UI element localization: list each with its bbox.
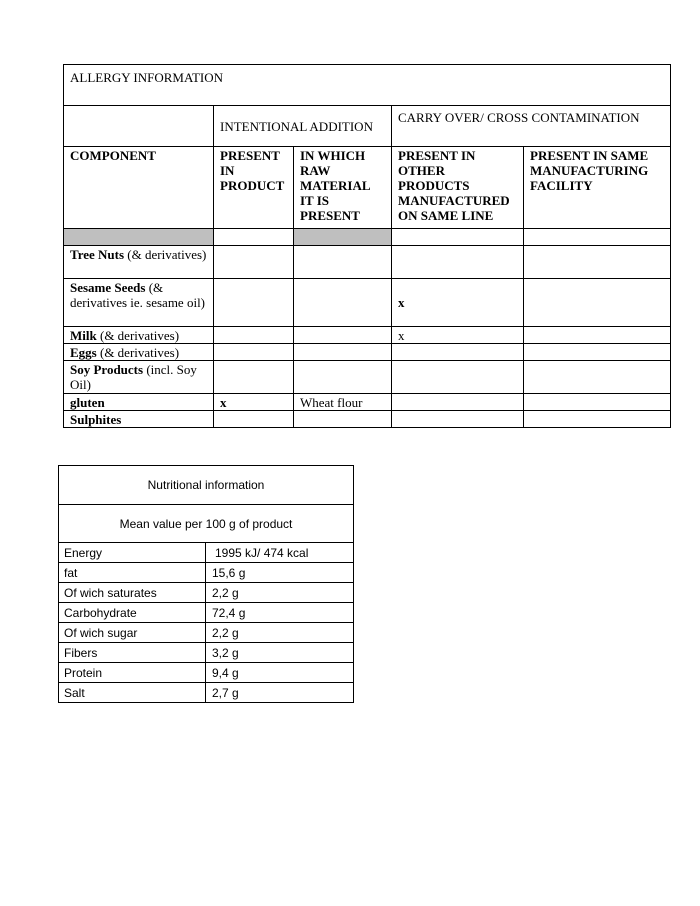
component-detail: (& derivatives)	[96, 345, 180, 360]
nutrient-label: fat	[64, 565, 78, 580]
raw-material-header: IN WHICH RAW MATERIAL IT IS PRESENT	[293, 147, 391, 228]
other-products-cell: x	[391, 279, 523, 326]
component-detail: (& derivatives)	[124, 247, 207, 262]
component-detail: (& derivatives ie. sesame oil)	[70, 280, 206, 310]
nutrient-value: 2,2 g	[205, 583, 353, 602]
nutrient-value: 72,4 g	[205, 603, 353, 622]
empty-cell	[391, 229, 523, 245]
nutrient-label: Of wich saturates	[64, 585, 157, 600]
table-row	[59, 582, 353, 602]
raw-material-cell	[293, 279, 391, 326]
same-facility-cell	[523, 279, 670, 326]
present-in-product-header: PRESENT IN PRODUCT	[213, 147, 293, 228]
component-cell	[64, 279, 213, 326]
component-header: COMPONENT	[70, 148, 156, 163]
table-row	[64, 326, 670, 343]
nutrition-table	[58, 465, 354, 703]
component-name: Milk	[70, 328, 97, 343]
allergy-title-row	[64, 65, 670, 105]
allergy-title: ALLERGY INFORMATION	[70, 70, 223, 85]
table-row	[59, 542, 353, 562]
carry-over-header: CARRY OVER/ CROSS CONTAMINATION	[391, 106, 670, 146]
nutrient-value: 9,4 g	[205, 663, 353, 682]
nutrient-value: 3,2 g	[205, 643, 353, 662]
same-facility-header: PRESENT IN SAME MANUFACTURING FACILITY	[523, 147, 670, 228]
raw-material-cell	[293, 361, 391, 393]
intentional-addition-header: INTENTIONAL ADDITION	[213, 106, 391, 146]
same-facility-cell	[523, 361, 670, 393]
same-facility-cell	[523, 246, 670, 278]
table-row	[64, 245, 670, 278]
table-row	[59, 562, 353, 582]
raw-material-cell	[293, 344, 391, 360]
component-cell	[64, 246, 213, 278]
allergy-column-headers	[64, 146, 670, 228]
same-facility-cell	[523, 327, 670, 343]
present-cell	[213, 246, 293, 278]
component-name: Eggs	[70, 345, 97, 360]
component-name: Tree Nuts	[70, 247, 125, 262]
nutrient-label: Salt	[64, 685, 85, 700]
table-row	[59, 662, 353, 682]
shaded-cell	[64, 229, 213, 245]
component-detail: (& derivatives)	[96, 328, 180, 343]
nutrient-label: Energy	[64, 545, 103, 560]
nutrient-value: 2,2 g	[205, 623, 353, 642]
nutrient-label: Carbohydrate	[64, 605, 137, 620]
nutrient-label: Protein	[64, 665, 103, 680]
raw-material-cell: Wheat flour	[293, 394, 391, 410]
empty-cell	[213, 229, 293, 245]
present-cell	[213, 279, 293, 326]
present-cell	[213, 344, 293, 360]
shaded-cell	[293, 229, 391, 245]
table-row	[59, 622, 353, 642]
other-products-cell	[391, 411, 523, 427]
present-cell	[213, 411, 293, 427]
other-products-cell: x	[391, 327, 523, 343]
component-cell	[64, 327, 213, 343]
nutrition-subtitle-row	[59, 504, 353, 542]
component-name: Sulphites	[70, 412, 122, 427]
raw-material-cell	[293, 246, 391, 278]
table-row	[64, 410, 670, 427]
other-products-cell	[391, 246, 523, 278]
nutrient-value: 1995 kJ/ 474 kcal	[205, 543, 353, 562]
nutrition-title-row	[59, 466, 353, 504]
other-products-header: PRESENT IN OTHER PRODUCTS MANUFACTURED ON SAME LINE	[391, 147, 523, 228]
empty-cell	[64, 106, 213, 146]
raw-material-cell	[293, 327, 391, 343]
component-name: Sesame Seeds	[70, 280, 146, 295]
component-name: Soy Products	[70, 362, 144, 377]
nutrition-subtitle: Mean value per 100 g of product	[119, 516, 293, 531]
allergy-group-row	[64, 105, 670, 146]
same-facility-cell	[523, 394, 670, 410]
nutrient-label: Of wich sugar	[64, 625, 138, 640]
empty-cell	[523, 229, 670, 245]
nutrient-value: 2,7 g	[205, 683, 353, 702]
nutrient-value: 15,6 g	[205, 563, 353, 582]
present-cell: x	[213, 394, 293, 410]
component-cell	[64, 361, 213, 393]
raw-material-cell	[293, 411, 391, 427]
nutrient-label: Fibers	[64, 645, 98, 660]
table-row	[64, 343, 670, 360]
component-name: gluten	[70, 395, 105, 410]
table-row	[59, 682, 353, 702]
other-products-cell	[391, 394, 523, 410]
nutrition-title: Nutritional information	[147, 478, 265, 492]
allergy-table	[63, 64, 671, 428]
table-row	[59, 642, 353, 662]
other-products-cell	[391, 344, 523, 360]
present-cell	[213, 361, 293, 393]
component-detail: (incl. Soy Oil)	[70, 362, 197, 392]
other-products-cell	[391, 361, 523, 393]
table-row	[59, 602, 353, 622]
table-row	[64, 393, 670, 410]
allergy-shaded-row	[64, 228, 670, 245]
present-cell	[213, 327, 293, 343]
component-cell	[64, 344, 213, 360]
table-row	[64, 360, 670, 393]
same-facility-cell	[523, 344, 670, 360]
table-row	[64, 278, 670, 326]
component-cell	[64, 394, 213, 410]
component-cell	[64, 411, 213, 427]
same-facility-cell	[523, 411, 670, 427]
